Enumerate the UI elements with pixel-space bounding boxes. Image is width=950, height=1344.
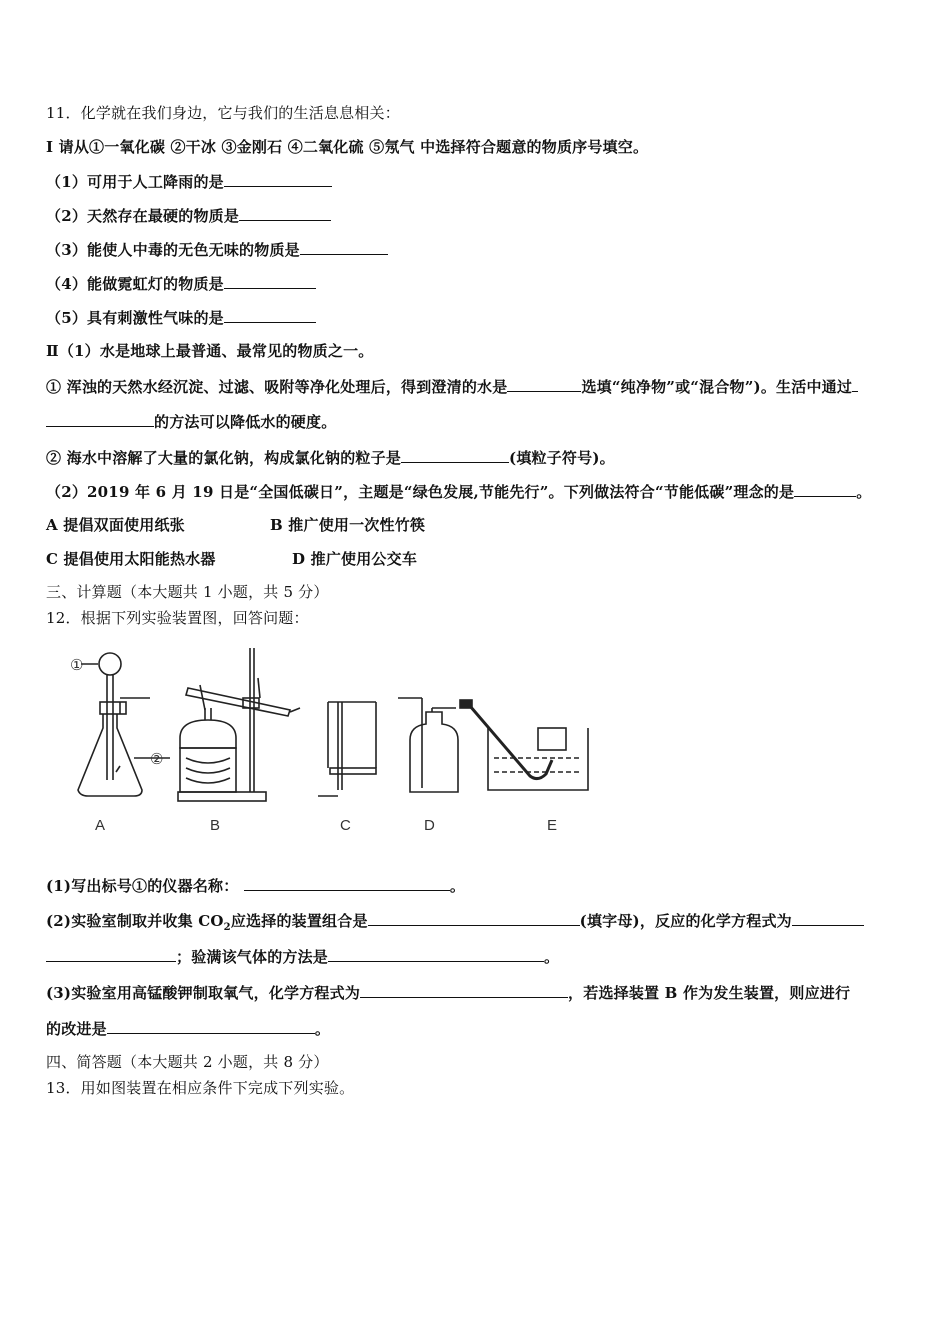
q11-item-3: （3）能使人中毒的无色无味的物质是	[46, 239, 388, 260]
q11-title: 11．化学就在我们身边，它与我们的生活息息相关：	[46, 104, 400, 122]
q13-title: 13．用如图装置在相应条件下完成下列实验。	[46, 1079, 355, 1097]
q11-option-c: C 提倡使用太阳能热水器	[46, 550, 216, 568]
figure-label-e: E	[547, 817, 558, 834]
q12-sub-3-cont: 的改进是 。	[46, 1020, 331, 1038]
q12-sub-1: (1)写出标号①的仪器名称： 。	[46, 877, 466, 895]
section-4-heading: 四、简答题（本大题共 2 小题，共 8 分）	[46, 1053, 329, 1071]
q11-option-d: D 推广使用公交车	[292, 550, 418, 568]
section-3-heading: 三、计算题（本大题共 1 小题，共 5 分）	[46, 583, 329, 601]
apparatus-d-bottle	[398, 698, 458, 792]
figure-label-d: D	[424, 817, 435, 834]
figure-marker-1: ①	[70, 657, 84, 674]
q11-part1: Ⅰ 请从①一氧化碳 ②干冰 ③金刚石 ④二氧化硫 ⑤氖气 中选择符合题意的物质序号填空。	[46, 138, 649, 156]
q12-sub-3: (3)实验室用高锰酸钾制取氧气，化学方程式为 ，若选择装置 B 作为发生装置，则应进行	[46, 984, 851, 1002]
q11-item-5: （5）具有刺激性气味的是	[46, 307, 316, 328]
q11-part2: Ⅱ（1）水是地球上最普通、最常见的物质之一。	[46, 342, 374, 360]
lab-apparatus-figure	[60, 640, 600, 840]
figure-label-c: C	[340, 817, 351, 834]
apparatus-c-bottle	[318, 702, 376, 796]
figure-marker-2: ②	[150, 751, 164, 768]
q11-water-1-cont: 的方法可以降低水的硬度。	[46, 411, 336, 432]
q11-lowcarbon: （2）2019 年 6 月 19 日是“全国低碳日”，主题是“绿色发展,节能先行”。下列做法符合“节能低碳”理念的是 。	[46, 483, 872, 501]
q11-option-a: A 提倡双面使用纸张	[46, 516, 185, 534]
q11-item-1: （1）可用于人工降雨的是	[46, 171, 332, 192]
q12-sub-2: (2)实验室制取并收集 $CO_2$应选择的装置组合是 (填字母)，反应的化学方程式为	[46, 910, 864, 938]
figure-label-b: B	[210, 817, 221, 834]
q11-water-2: ② 海水中溶解了大量的氯化钠，构成氯化钠的粒子是 (填粒子符号)。	[46, 449, 615, 467]
q12-title: 12．根据下列实验装置图，回答问题：	[46, 609, 309, 627]
q12-sub-2-cont: ；验满该气体的方法是 。	[46, 946, 559, 967]
q11-item-2: （2）天然存在最硬的物质是	[46, 205, 331, 226]
q11-water-1: ① 浑浊的天然水经沉淀、过滤、吸附等净化处理后，得到澄清的水是 选填“纯净物”或“混合物”)。生活中通过	[46, 376, 858, 397]
apparatus-b-heating-setup	[178, 648, 300, 801]
q11-item-4: （4）能做霓虹灯的物质是	[46, 273, 316, 294]
figure-label-a: A	[95, 817, 106, 834]
q11-option-b: B 推广使用一次性竹筷	[270, 516, 426, 534]
apparatus-a-flask	[78, 653, 170, 796]
apparatus-e-trough	[460, 700, 588, 790]
